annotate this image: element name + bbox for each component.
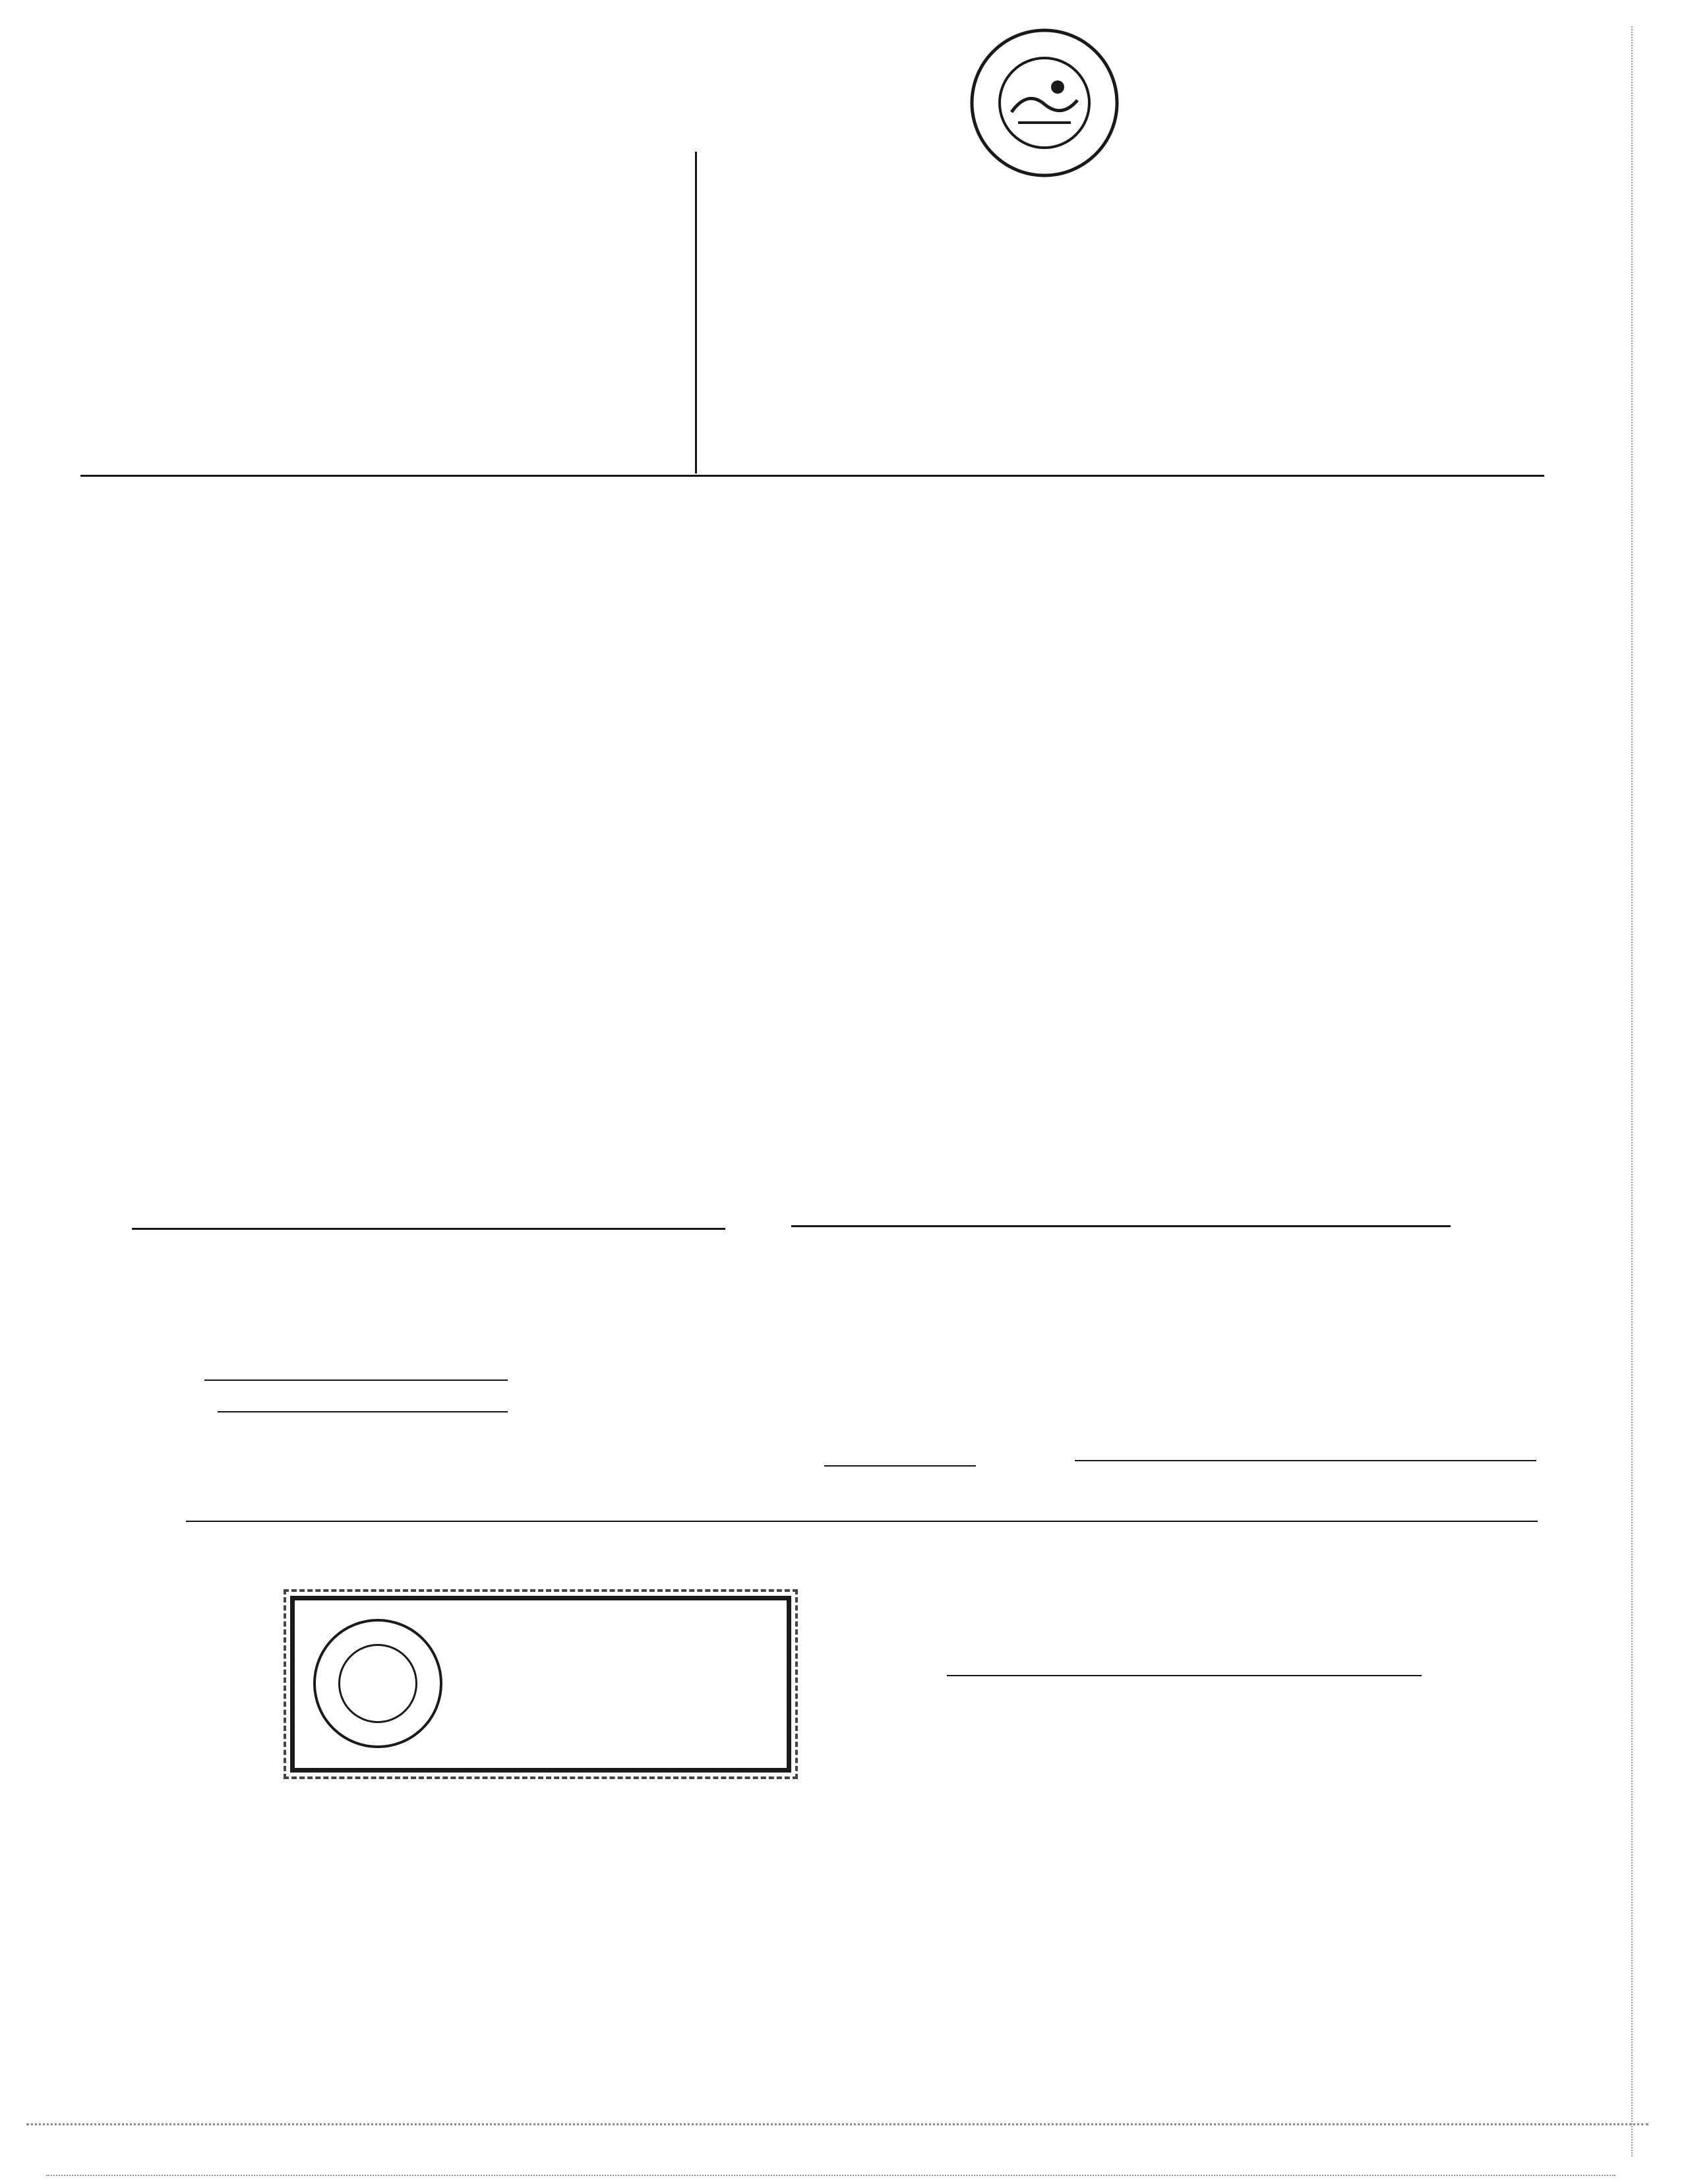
recorder-space-divider xyxy=(80,475,1544,477)
notary-stamp xyxy=(290,1596,791,1773)
day-line xyxy=(824,1465,976,1467)
by-line xyxy=(186,1521,1538,1522)
pinal-county-seal-icon xyxy=(968,26,1121,179)
notary-signature-line xyxy=(947,1675,1422,1676)
header-divider-vertical xyxy=(695,152,697,473)
state-line xyxy=(204,1380,508,1381)
scan-edge-artifact-right xyxy=(1631,26,1633,2156)
grantor-2-signature-line xyxy=(791,1225,1451,1227)
notary-seal-inner-ring xyxy=(338,1644,417,1723)
scan-edge-artifact-bottom-2 xyxy=(46,2175,1615,2176)
scan-edge-artifact-bottom xyxy=(26,2123,1648,2125)
month-line xyxy=(1075,1460,1536,1461)
grantor-1-signature-line xyxy=(132,1228,725,1230)
county-line xyxy=(218,1411,508,1412)
